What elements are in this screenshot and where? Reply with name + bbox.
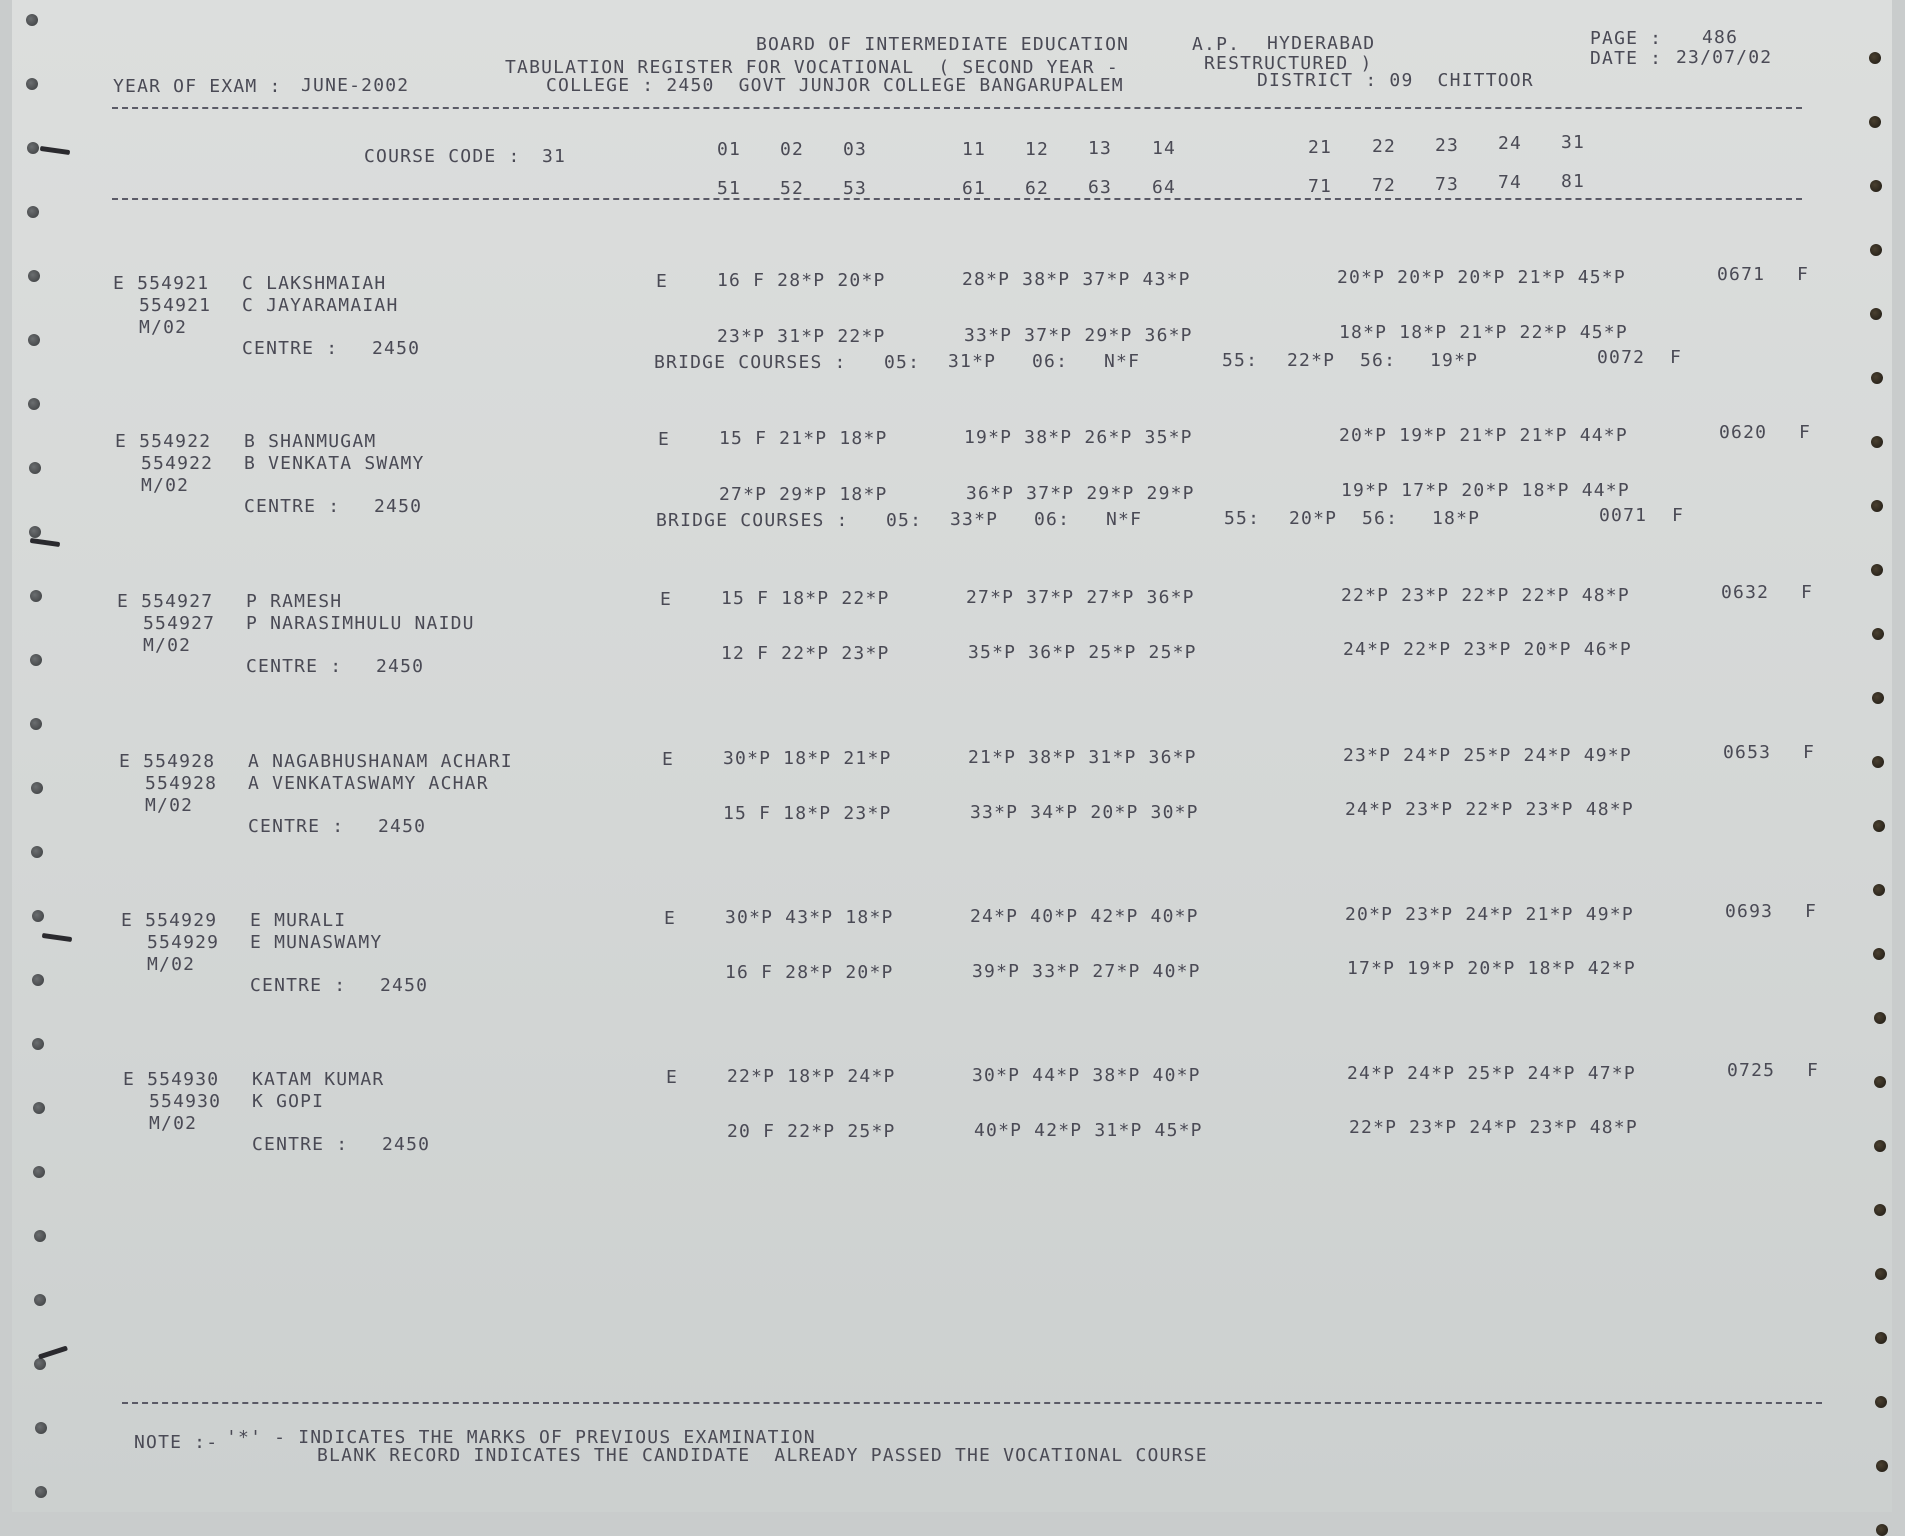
course-column-code: 53: [843, 178, 868, 199]
header-rule: [112, 107, 1802, 109]
feed-hole: [28, 270, 40, 282]
result-status: F: [1803, 742, 1816, 763]
feed-hole: [35, 1486, 47, 1498]
feed-hole: [1872, 628, 1884, 640]
first-year-marks-group-3: 22*P 23*P 22*P 22*P 48*P: [1341, 585, 1630, 606]
feed-hole: [33, 1166, 45, 1178]
print-date: 23/07/02: [1676, 47, 1773, 68]
feed-hole: [32, 1038, 44, 1050]
bridge-courses-label: BRIDGE COURSES :: [654, 352, 847, 373]
feed-hole: [1871, 436, 1883, 448]
footer-rule: [122, 1402, 1822, 1404]
course-column-code: 61: [962, 178, 987, 199]
result-status: F: [1797, 264, 1810, 285]
bridge-courses-label: BRIDGE COURSES :: [656, 510, 849, 531]
exam-year: JUNE-2002: [301, 75, 410, 96]
centre-number: 2450: [376, 656, 425, 677]
course-column-code: 64: [1152, 176, 1177, 198]
second-year-marks-group-3: 24*P 22*P 23*P 20*P 46*P: [1343, 639, 1632, 660]
feed-hole: [33, 1102, 45, 1114]
course-column-code: 31: [1561, 132, 1586, 153]
bridge-mark-56: 18*P: [1432, 508, 1481, 529]
first-year-marks-group-2: 28*P 38*P 37*P 43*P: [962, 269, 1191, 290]
first-year-marks-group-3: 20*P 20*P 20*P 21*P 45*P: [1337, 267, 1626, 288]
student-name: A NAGABHUSHANAM ACHARI: [248, 751, 513, 772]
second-year-marks-group-1: 20 F 22*P 25*P: [727, 1121, 896, 1142]
date-label: DATE :: [1590, 48, 1663, 69]
second-year-marks-group-3: 17*P 19*P 20*P 18*P 42*P: [1347, 958, 1636, 979]
note-line-2: BLANK RECORD INDICATES THE CANDIDATE ALREADY PASSED THE VOCATIONAL COURSE: [317, 1445, 1208, 1466]
feed-hole: [35, 1422, 47, 1434]
course-code: 31: [542, 146, 567, 167]
bridge-code-55: 55:: [1222, 350, 1259, 371]
father-name: C JAYARAMAIAH: [242, 295, 399, 316]
bridge-code-05: 05:: [884, 352, 921, 373]
column-rule: [112, 198, 1802, 200]
grand-total: 0671: [1717, 264, 1766, 285]
first-year-marks-group-2: 24*P 40*P 42*P 40*P: [970, 906, 1199, 927]
second-year-marks-group-2: 36*P 37*P 29*P 29*P: [966, 483, 1195, 504]
bridge-mark-06: N*F: [1106, 509, 1143, 530]
exam-code: M/02: [147, 954, 196, 975]
centre-label: CENTRE :: [252, 1134, 349, 1155]
feed-hole: [30, 718, 42, 730]
feed-hole: [1876, 1460, 1888, 1472]
father-name: E MUNASWAMY: [250, 932, 383, 953]
feed-hole: [1874, 1012, 1886, 1024]
feed-hole: [34, 1294, 46, 1306]
tabulation-sheet: [12, 0, 1892, 1512]
grand-total: 0632: [1721, 582, 1770, 603]
first-year-marks-group-3: 20*P 23*P 24*P 21*P 49*P: [1345, 904, 1634, 925]
roll-number: E 554921: [113, 273, 210, 294]
course-column-code: 52: [780, 178, 805, 199]
bridge-code-55: 55:: [1224, 508, 1261, 529]
result-status: F: [1805, 901, 1818, 922]
feed-hole: [1875, 1396, 1887, 1408]
roll-number: E 554929: [121, 910, 218, 931]
feed-hole: [32, 974, 44, 986]
bridge-result: F: [1672, 505, 1685, 526]
bridge-mark-55: 22*P: [1287, 350, 1336, 371]
father-name: K GOPI: [252, 1091, 325, 1112]
college-info: COLLEGE : 2450 GOVT JUNJOR COLLEGE BANGARUPALEM: [546, 75, 1124, 96]
feed-hole: [1874, 1140, 1886, 1152]
course-column-code: 73: [1435, 173, 1460, 195]
feed-hole: [31, 782, 43, 794]
second-year-marks-group-1: 16 F 28*P 20*P: [725, 962, 894, 983]
first-year-marks-group-1: 22*P 18*P 24*P: [727, 1066, 896, 1087]
second-year-marks-group-2: 35*P 36*P 25*P 25*P: [968, 642, 1197, 663]
roll-number: E 554927: [117, 591, 214, 612]
course-column-code: 81: [1561, 171, 1586, 192]
student-name: C LAKSHMAIAH: [242, 273, 387, 294]
centre-label: CENTRE :: [242, 338, 339, 359]
course-column-code: 21: [1308, 137, 1333, 158]
first-year-marks-group-1: 30*P 43*P 18*P: [725, 907, 894, 928]
feed-hole: [1871, 564, 1883, 576]
feed-hole: [1869, 116, 1881, 128]
course-column-code: 51: [717, 178, 742, 199]
feed-hole: [34, 1358, 46, 1370]
course-column-code: 03: [843, 139, 868, 160]
first-year-marks-group-3: 20*P 19*P 21*P 21*P 44*P: [1339, 425, 1628, 446]
year-label: YEAR OF EXAM :: [113, 76, 282, 97]
bridge-code-56: 56:: [1360, 350, 1397, 371]
registration-number: 554930: [149, 1091, 222, 1112]
course-code-label: COURSE CODE :: [364, 146, 521, 167]
feed-hole: [27, 142, 39, 154]
course-column-code: 71: [1308, 176, 1333, 197]
second-year-marks-group-2: 33*P 34*P 20*P 30*P: [970, 802, 1199, 823]
feed-hole: [1875, 1268, 1887, 1280]
father-name: P NARASIMHULU NAIDU: [246, 613, 475, 634]
first-year-marks-group-1: 15 F 21*P 18*P: [719, 428, 888, 449]
second-year-marks-group-2: 39*P 33*P 27*P 40*P: [972, 961, 1201, 982]
feed-hole: [29, 462, 41, 474]
centre-number: 2450: [382, 1134, 431, 1155]
feed-hole: [29, 526, 41, 538]
medium-grade: E: [656, 271, 669, 292]
first-year-marks-group-2: 27*P 37*P 27*P 36*P: [966, 587, 1195, 608]
second-year-marks-group-1: 27*P 29*P 18*P: [719, 484, 888, 505]
grand-total: 0725: [1727, 1060, 1776, 1081]
student-name: E MURALI: [250, 910, 347, 931]
feed-hole: [1875, 1332, 1887, 1344]
bridge-mark-06: N*F: [1104, 351, 1141, 372]
course-column-code: 13: [1088, 138, 1113, 159]
note-line-1: '*' - INDICATES THE MARKS OF PREVIOUS EXAMINATION: [226, 1427, 816, 1448]
feed-hole: [1870, 308, 1882, 320]
roll-number: E 554930: [123, 1069, 220, 1090]
result-status: F: [1801, 582, 1814, 603]
centre-label: CENTRE :: [250, 975, 347, 996]
bridge-code-06: 06:: [1032, 351, 1069, 372]
bridge-code-56: 56:: [1362, 508, 1399, 529]
medium-grade: E: [658, 429, 671, 450]
note-label: NOTE :-: [134, 1432, 219, 1453]
restructured-label: RESTRUCTURED ): [1204, 53, 1373, 74]
page-number: 486: [1702, 27, 1739, 48]
centre-number: 2450: [372, 338, 421, 359]
medium-grade: E: [666, 1067, 679, 1088]
exam-code: M/02: [143, 635, 192, 656]
medium-grade: E: [664, 908, 677, 929]
course-column-code: 23: [1435, 134, 1460, 156]
second-year-marks-group-3: 22*P 23*P 24*P 23*P 48*P: [1349, 1117, 1638, 1138]
second-year-marks-group-2: 33*P 37*P 29*P 36*P: [964, 325, 1193, 346]
bridge-mark-55: 20*P: [1289, 508, 1338, 529]
state-abbr: A.P.: [1192, 34, 1241, 55]
feed-hole: [1871, 500, 1883, 512]
second-year-marks-group-3: 24*P 23*P 22*P 23*P 48*P: [1345, 799, 1634, 820]
registration-number: 554927: [143, 613, 216, 634]
feed-hole: [1874, 1076, 1886, 1088]
result-status: F: [1799, 422, 1812, 443]
course-column-code: 12: [1025, 138, 1050, 160]
feed-hole: [28, 398, 40, 410]
centre-number: 2450: [378, 816, 427, 837]
second-year-marks-group-1: 23*P 31*P 22*P: [717, 326, 886, 347]
first-year-marks-group-1: 16 F 28*P 20*P: [717, 270, 886, 291]
course-column-code: 74: [1498, 172, 1523, 194]
roll-number: E 554928: [119, 751, 216, 772]
city: HYDERABAD: [1267, 33, 1376, 54]
exam-code: M/02: [141, 475, 190, 496]
registration-number: 554929: [147, 932, 220, 953]
course-column-code: 72: [1372, 174, 1397, 196]
bridge-mark-05: 31*P: [948, 351, 997, 372]
centre-label: CENTRE :: [244, 496, 341, 517]
feed-hole: [1872, 756, 1884, 768]
first-year-marks-group-1: 15 F 18*P 22*P: [721, 588, 890, 609]
feed-hole: [26, 14, 38, 26]
right-tractor-feed: [1847, 0, 1892, 1512]
feed-hole: [1876, 1524, 1888, 1536]
second-year-marks-group-2: 40*P 42*P 31*P 45*P: [974, 1120, 1203, 1141]
course-column-code: 01: [717, 139, 742, 160]
bridge-mark-56: 19*P: [1430, 350, 1479, 371]
feed-hole: [1870, 180, 1882, 192]
bridge-code-06: 06:: [1034, 509, 1071, 530]
first-year-marks-group-1: 30*P 18*P 21*P: [723, 748, 892, 769]
roll-number: E 554922: [115, 431, 212, 452]
feed-hole: [28, 334, 40, 346]
feed-hole: [30, 590, 42, 602]
second-year-marks-group-1: 12 F 22*P 23*P: [721, 643, 890, 664]
second-year-marks-group-1: 15 F 18*P 23*P: [723, 803, 892, 824]
first-year-marks-group-2: 19*P 38*P 26*P 35*P: [964, 427, 1193, 448]
student-name: B SHANMUGAM: [244, 431, 377, 452]
course-column-code: 14: [1152, 137, 1177, 159]
feed-hole: [26, 78, 38, 90]
feed-hole: [27, 206, 39, 218]
feed-hole: [1872, 692, 1884, 704]
feed-hole: [1873, 948, 1885, 960]
student-name: KATAM KUMAR: [252, 1069, 385, 1090]
medium-grade: E: [662, 749, 675, 770]
feed-hole: [30, 654, 42, 666]
second-year-marks-group-3: 18*P 18*P 21*P 22*P 45*P: [1339, 322, 1628, 343]
feed-hole: [1870, 244, 1882, 256]
feed-hole: [31, 846, 43, 858]
course-column-code: 22: [1372, 135, 1397, 157]
page-label: PAGE :: [1590, 28, 1663, 49]
bridge-mark-05: 33*P: [950, 509, 999, 530]
exam-code: M/02: [145, 795, 194, 816]
registration-number: 554922: [141, 453, 214, 474]
feed-hole: [1873, 820, 1885, 832]
first-year-marks-group-3: 23*P 24*P 25*P 24*P 49*P: [1343, 745, 1632, 766]
course-column-code: 11: [962, 139, 987, 160]
feed-hole: [1871, 372, 1883, 384]
medium-grade: E: [660, 589, 673, 610]
board-name: BOARD OF INTERMEDIATE EDUCATION: [756, 34, 1130, 55]
grand-total: 0653: [1723, 742, 1772, 763]
course-column-code: 24: [1498, 133, 1523, 155]
register-title: TABULATION REGISTER FOR VOCATIONAL ( SECOND YEAR -: [505, 57, 1119, 78]
student-name: P RAMESH: [246, 591, 343, 612]
district-info: DISTRICT : 09 CHITTOOR: [1257, 70, 1534, 91]
bridge-code-05: 05:: [886, 510, 923, 531]
first-year-marks-group-3: 24*P 24*P 25*P 24*P 47*P: [1347, 1063, 1636, 1084]
exam-code: M/02: [139, 317, 188, 338]
feed-hole: [32, 910, 44, 922]
second-year-marks-group-3: 19*P 17*P 20*P 18*P 44*P: [1341, 480, 1630, 501]
feed-hole: [1874, 1204, 1886, 1216]
exam-code: M/02: [149, 1113, 198, 1134]
centre-label: CENTRE :: [248, 816, 345, 837]
grand-total: 0693: [1725, 901, 1774, 922]
first-year-marks-group-2: 30*P 44*P 38*P 40*P: [972, 1065, 1201, 1086]
bridge-total: 0071: [1599, 505, 1648, 526]
grand-total: 0620: [1719, 422, 1768, 443]
centre-label: CENTRE :: [246, 656, 343, 677]
centre-number: 2450: [380, 975, 429, 996]
bridge-result: F: [1670, 347, 1683, 368]
bridge-total: 0072: [1597, 347, 1646, 368]
first-year-marks-group-2: 21*P 38*P 31*P 36*P: [968, 747, 1197, 768]
feed-hole: [1869, 52, 1881, 64]
centre-number: 2450: [374, 496, 423, 517]
course-column-code: 63: [1088, 177, 1113, 198]
feed-hole: [34, 1230, 46, 1242]
feed-hole: [1873, 884, 1885, 896]
registration-number: 554921: [139, 295, 212, 316]
course-column-code: 62: [1025, 177, 1050, 199]
left-tractor-feed: [12, 0, 52, 1512]
father-name: B VENKATA SWAMY: [244, 453, 425, 474]
course-column-code: 02: [780, 139, 805, 160]
result-status: F: [1807, 1060, 1820, 1081]
father-name: A VENKATASWAMY ACHAR: [248, 773, 489, 794]
registration-number: 554928: [145, 773, 218, 794]
